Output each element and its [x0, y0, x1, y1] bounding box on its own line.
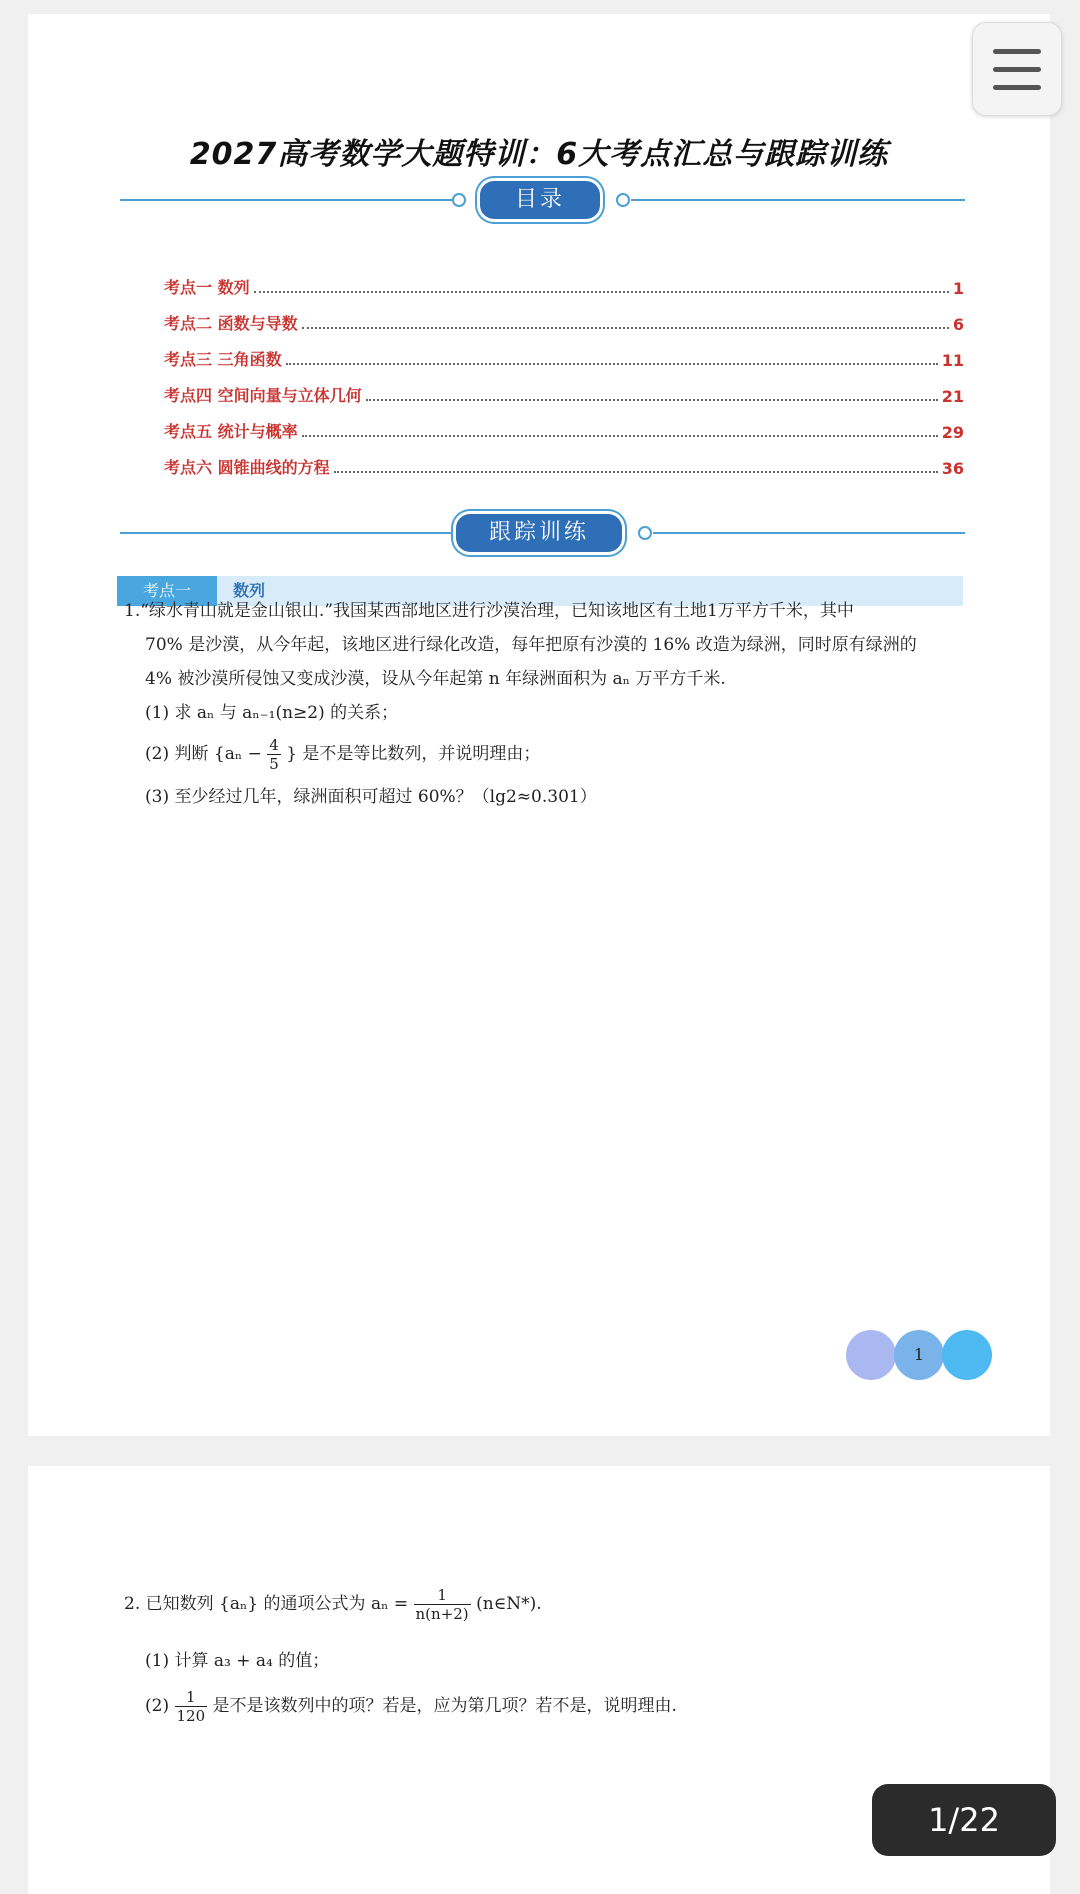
q1-line3: 4% 被沙漠所侵蚀又变成沙漠，设从今年起第 n 年绿洲面积为 aₙ 万平方千米.: [145, 669, 726, 689]
q1-part2: [145, 736, 540, 773]
q2-intro-prefix: 2. 已知数列 {aₙ} 的通项公式为 aₙ =: [124, 1594, 409, 1614]
toc-label: 考点五 统计与概率: [164, 422, 298, 441]
badge-dot-left: [846, 1330, 896, 1380]
page-counter: 1/22: [872, 1784, 1056, 1856]
q2-part1: (1) 计算 a₃ + a₄ 的值；: [145, 1651, 330, 1671]
toc-page: 21: [941, 387, 964, 406]
q1-part1: (1) 求 aₙ 与 aₙ₋₁(n≥2) 的关系；: [145, 703, 399, 723]
divider-circle: [638, 526, 652, 540]
divider-line-left: [120, 199, 455, 201]
toc-page: 36: [941, 459, 964, 478]
toc-label: 考点四 空间向量与立体几何: [164, 386, 362, 405]
q2-intro: [124, 1586, 542, 1623]
toc-label: 考点二 函数与导数: [164, 314, 298, 333]
fraction: [414, 1586, 471, 1623]
page-number-badge: [846, 1330, 996, 1378]
toc-entry[interactable]: [164, 344, 964, 370]
divider-circle: [616, 193, 630, 207]
q2-part2: [145, 1688, 677, 1725]
toc-entry[interactable]: [164, 380, 964, 406]
divider-line-left: [120, 532, 460, 534]
toc-leader: [254, 291, 949, 293]
divider-circle: [452, 193, 466, 207]
divider-line-right: [631, 199, 965, 201]
fraction: [175, 1688, 208, 1725]
toc-entry[interactable]: [164, 416, 964, 442]
toc-label: 考点三 三角函数: [164, 350, 282, 369]
q2-part2-prefix: (2): [145, 1696, 170, 1716]
q1-line2: 70% 是沙漠，从今年起，该地区进行绿化改造，每年把原有沙漠的 16% 改造为绿洲，同时原有绿洲的: [145, 635, 917, 655]
section-name: 数列: [233, 581, 266, 600]
fraction-denominator: 5: [269, 755, 279, 773]
document-title: 2027高考数学大题特训：6大考点汇总与跟踪训练: [189, 137, 889, 172]
q1-part3: (3) 至少经过几年，绿洲面积可超过 60%？（lg2≈0.301）: [145, 787, 597, 807]
q1-part2-prefix: (2) 判断 {aₙ −: [145, 744, 262, 764]
badge-dot-right: [942, 1330, 992, 1380]
toc-leader: [334, 471, 938, 473]
toc-page: 29: [941, 423, 964, 442]
toc-page: 11: [941, 351, 964, 370]
fraction-denominator: 120: [176, 1707, 206, 1725]
hamburger-menu-icon[interactable]: [972, 22, 1062, 116]
toc-entry[interactable]: [164, 272, 964, 298]
fraction-numerator: 1: [414, 1586, 471, 1605]
toc-leader: [366, 399, 938, 401]
toc-leader: [302, 327, 949, 329]
toc-page: 1: [952, 279, 964, 298]
toc-entry[interactable]: [164, 452, 964, 478]
fraction-numerator: 1: [175, 1688, 208, 1707]
toc-entry[interactable]: [164, 308, 964, 334]
q2-intro-suffix: (n∈N*).: [476, 1594, 542, 1614]
training-heading: 跟踪训练: [456, 514, 622, 552]
page-number: 1: [913, 1345, 925, 1364]
toc-label: 考点六 圆锥曲线的方程: [164, 458, 330, 477]
toc-leader: [302, 435, 938, 437]
section-tag: 考点一: [117, 576, 217, 606]
toc-label: 考点一 数列: [164, 278, 250, 297]
q1-line1: 1.“绿水青山就是金山银山.”我国某西部地区进行沙漠治理，已知该地区有土地1万平方千米，其中: [124, 601, 854, 621]
fraction-denominator: n(n+2): [415, 1605, 469, 1623]
toc-page: 6: [952, 315, 964, 334]
fraction-numerator: 4: [269, 736, 279, 754]
toc-heading: 目录: [480, 181, 600, 219]
document-page-1: [28, 14, 1050, 1436]
q2-part2-suffix: 是不是该数列中的项？若是，应为第几项？若不是，说明理由.: [212, 1696, 677, 1716]
divider-line-right: [653, 532, 965, 534]
toc-leader: [286, 363, 938, 365]
q1-part2-suffix: } 是不是等比数列，并说明理由；: [286, 744, 541, 764]
fraction: [267, 736, 281, 773]
